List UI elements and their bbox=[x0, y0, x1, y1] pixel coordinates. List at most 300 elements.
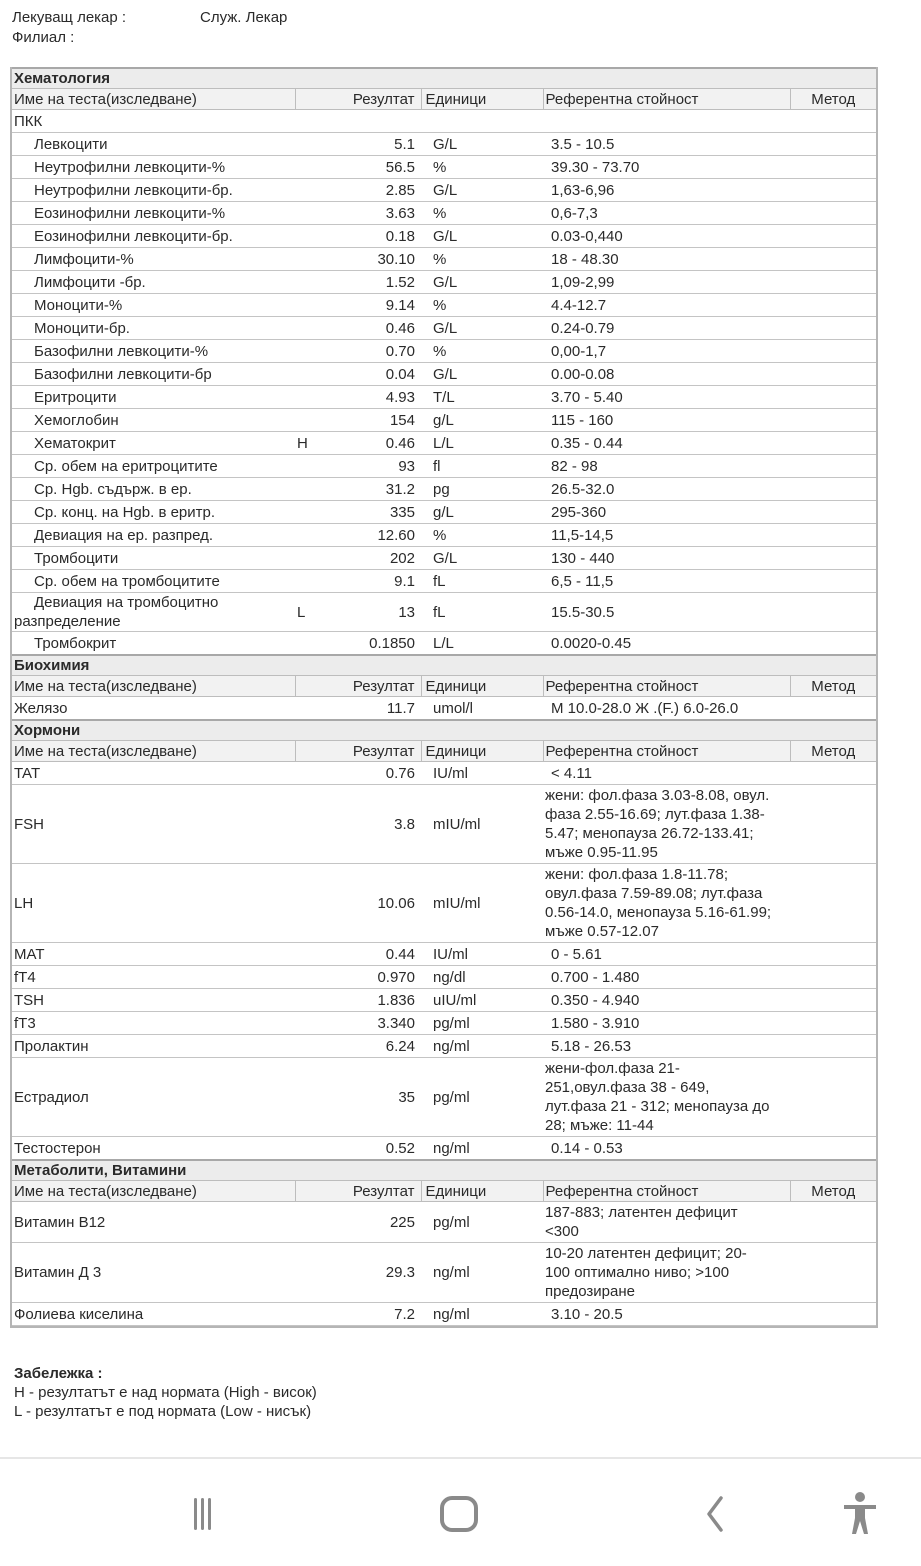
column-header-name: Име на теста(изследване) bbox=[12, 676, 295, 697]
accessibility-button[interactable] bbox=[830, 1489, 890, 1539]
test-name: Ср. обем на тромбоцитите bbox=[12, 570, 295, 593]
method-cell bbox=[790, 202, 876, 225]
result-flag bbox=[295, 271, 343, 294]
result-units: G/L bbox=[421, 547, 543, 570]
result-row bbox=[12, 363, 876, 386]
result-flag bbox=[295, 1012, 343, 1035]
reference-range: 0.24-0.79 bbox=[543, 317, 790, 340]
result-units: ng/ml bbox=[421, 1137, 543, 1161]
section-title: Хематология bbox=[12, 68, 876, 89]
result-value: 0.44 bbox=[343, 943, 421, 966]
result-row bbox=[12, 1303, 876, 1326]
result-value: 10.06 bbox=[343, 864, 421, 943]
result-row bbox=[12, 762, 876, 785]
test-name: Фолиева киселина bbox=[12, 1303, 295, 1326]
test-name: LH bbox=[12, 864, 295, 943]
reference-range: 26.5-32.0 bbox=[543, 478, 790, 501]
result-units: IU/ml bbox=[421, 943, 543, 966]
recent-apps-icon bbox=[182, 1494, 222, 1534]
reference-range: 3.70 - 5.40 bbox=[543, 386, 790, 409]
result-row bbox=[12, 1035, 876, 1058]
method-cell bbox=[790, 156, 876, 179]
section-header-metabolites bbox=[12, 1160, 876, 1181]
column-header-name: Име на теста(изследване) bbox=[12, 1181, 295, 1202]
result-flag bbox=[295, 455, 343, 478]
column-header-reference: Референтна стойност bbox=[543, 89, 790, 110]
column-header-name: Име на теста(изследване) bbox=[12, 741, 295, 762]
column-header-units: Единици bbox=[421, 89, 543, 110]
reference-range: 39.30 - 73.70 bbox=[543, 156, 790, 179]
result-flag bbox=[295, 317, 343, 340]
result-units: fL bbox=[421, 570, 543, 593]
result-row bbox=[12, 248, 876, 271]
result-value: 3.63 bbox=[343, 202, 421, 225]
method-cell bbox=[790, 501, 876, 524]
test-name: Лимфоцити -бр. bbox=[12, 271, 295, 294]
result-units: ng/ml bbox=[421, 1243, 543, 1303]
result-value: 335 bbox=[343, 501, 421, 524]
test-name: Лимфоцити-% bbox=[12, 248, 295, 271]
test-name: Витамин B12 bbox=[12, 1202, 295, 1243]
reference-range: 10-20 латентен дефицит; 20- 100 оптимално ниво; >100 предозиране bbox=[543, 1243, 790, 1303]
result-row bbox=[12, 432, 876, 455]
result-units: pg/ml bbox=[421, 1202, 543, 1243]
method-cell bbox=[790, 1243, 876, 1303]
reference-range: 11,5-14,5 bbox=[543, 524, 790, 547]
test-name: Девиация на тромбоцитно разпределение bbox=[12, 593, 295, 632]
method-cell bbox=[790, 524, 876, 547]
column-header-row bbox=[12, 741, 876, 762]
result-units: % bbox=[421, 202, 543, 225]
method-cell bbox=[790, 179, 876, 202]
method-cell bbox=[790, 478, 876, 501]
reference-range: 1,63-6,96 bbox=[543, 179, 790, 202]
method-cell bbox=[790, 432, 876, 455]
result-row bbox=[12, 966, 876, 989]
reference-range: 15.5-30.5 bbox=[543, 593, 790, 632]
method-cell bbox=[790, 248, 876, 271]
result-flag bbox=[295, 248, 343, 271]
result-flag bbox=[295, 524, 343, 547]
note-line-low: L - резултатът е под нормата (Low - нисък) bbox=[14, 1403, 312, 1420]
method-cell bbox=[790, 943, 876, 966]
result-value: 2.85 bbox=[343, 179, 421, 202]
result-flag bbox=[295, 386, 343, 409]
result-units: % bbox=[421, 340, 543, 363]
section-title: Метаболити, Витамини bbox=[12, 1160, 876, 1181]
column-header-method: Метод bbox=[790, 741, 876, 762]
test-name: TSH bbox=[12, 989, 295, 1012]
reference-range: 18 - 48.30 bbox=[543, 248, 790, 271]
reference-range: 0.00-0.08 bbox=[543, 363, 790, 386]
result-flag bbox=[295, 943, 343, 966]
test-name: Желязо bbox=[12, 697, 295, 721]
result-units: G/L bbox=[421, 363, 543, 386]
result-row bbox=[12, 864, 876, 943]
result-value: 31.2 bbox=[343, 478, 421, 501]
result-value: 3.340 bbox=[343, 1012, 421, 1035]
result-value: 30.10 bbox=[343, 248, 421, 271]
result-value: 0.18 bbox=[343, 225, 421, 248]
reference-range: М 10.0-28.0 Ж .(F.) 6.0-26.0 bbox=[543, 697, 790, 721]
result-units: g/L bbox=[421, 409, 543, 432]
method-cell bbox=[790, 570, 876, 593]
test-name: Еритроцити bbox=[12, 386, 295, 409]
reference-range: 5.18 - 26.53 bbox=[543, 1035, 790, 1058]
column-header-reference: Референтна стойност bbox=[543, 676, 790, 697]
result-units: G/L bbox=[421, 271, 543, 294]
column-header-units: Единици bbox=[421, 741, 543, 762]
test-name: Базофилни левкоцити-% bbox=[12, 340, 295, 363]
method-cell bbox=[790, 271, 876, 294]
result-flag: L bbox=[295, 593, 343, 632]
result-units: fL bbox=[421, 593, 543, 632]
result-row bbox=[12, 570, 876, 593]
result-flag bbox=[295, 1303, 343, 1326]
test-name: Ср. Hgb. съдърж. в ер. bbox=[12, 478, 295, 501]
result-row bbox=[12, 785, 876, 864]
test-name: Еозинофилни левкоцити-бр. bbox=[12, 225, 295, 248]
reference-range: 3.5 - 10.5 bbox=[543, 133, 790, 156]
results-table bbox=[10, 67, 878, 1328]
result-units: IU/ml bbox=[421, 762, 543, 785]
result-units: G/L bbox=[421, 317, 543, 340]
result-value: 4.93 bbox=[343, 386, 421, 409]
result-units: % bbox=[421, 156, 543, 179]
column-header-units: Единици bbox=[421, 676, 543, 697]
result-row bbox=[12, 133, 876, 156]
report-header bbox=[12, 8, 287, 48]
result-units: G/L bbox=[421, 133, 543, 156]
result-flag bbox=[295, 762, 343, 785]
back-button[interactable] bbox=[686, 1489, 746, 1539]
result-row bbox=[12, 271, 876, 294]
back-icon bbox=[696, 1494, 736, 1534]
test-name: fT3 bbox=[12, 1012, 295, 1035]
result-row bbox=[12, 697, 876, 721]
test-name: Ср. обем на еритроцитите bbox=[12, 455, 295, 478]
result-flag bbox=[295, 570, 343, 593]
reference-range: 0,6-7,3 bbox=[543, 202, 790, 225]
result-flag bbox=[295, 1035, 343, 1058]
reference-range: 0.350 - 4.940 bbox=[543, 989, 790, 1012]
result-row bbox=[12, 989, 876, 1012]
test-name: Хемоглобин bbox=[12, 409, 295, 432]
reference-range: 187-883; латентен дефицит <300 bbox=[543, 1202, 790, 1243]
branch-label: Филиал : bbox=[12, 29, 75, 46]
result-row bbox=[12, 225, 876, 248]
group-row bbox=[12, 110, 876, 133]
result-flag bbox=[295, 363, 343, 386]
test-name: FSH bbox=[12, 785, 295, 864]
android-navigation-bar bbox=[0, 1457, 921, 1566]
result-value: 202 bbox=[343, 547, 421, 570]
method-cell bbox=[790, 317, 876, 340]
result-value: 0.46 bbox=[343, 317, 421, 340]
result-row bbox=[12, 156, 876, 179]
reference-range: 1,09-2,99 bbox=[543, 271, 790, 294]
result-row bbox=[12, 501, 876, 524]
result-value: 93 bbox=[343, 455, 421, 478]
result-units: L/L bbox=[421, 432, 543, 455]
result-value: 13 bbox=[343, 593, 421, 632]
section-title: Хормони bbox=[12, 720, 876, 741]
note-line-high: H - резултатът е над нормата (High - висок) bbox=[14, 1384, 317, 1401]
section-header-biochemistry bbox=[12, 655, 876, 676]
result-flag bbox=[295, 966, 343, 989]
result-units: mIU/ml bbox=[421, 864, 543, 943]
reference-range: жени: фол.фаза 1.8-11.78; овул.фаза 7.59-89.08; лут.фаза 0.56-14.0, менопауза 5.16-61.99; мъже 0.57-12.07 bbox=[543, 864, 790, 943]
method-cell bbox=[790, 593, 876, 632]
reference-range: 115 - 160 bbox=[543, 409, 790, 432]
method-cell bbox=[790, 1012, 876, 1035]
test-name: Тромбоцити bbox=[12, 547, 295, 570]
method-cell bbox=[790, 785, 876, 864]
result-flag bbox=[295, 501, 343, 524]
result-flag bbox=[295, 697, 343, 721]
reference-range: 3.10 - 20.5 bbox=[543, 1303, 790, 1326]
test-name: Левкоцити bbox=[12, 133, 295, 156]
result-flag bbox=[295, 202, 343, 225]
column-header-result: Резултат bbox=[295, 741, 421, 762]
result-row bbox=[12, 1202, 876, 1243]
method-cell bbox=[790, 632, 876, 656]
result-units: umol/l bbox=[421, 697, 543, 721]
method-cell bbox=[790, 1035, 876, 1058]
test-name: Моноцити-% bbox=[12, 294, 295, 317]
result-flag bbox=[295, 547, 343, 570]
result-row bbox=[12, 409, 876, 432]
result-row bbox=[12, 593, 876, 632]
result-row bbox=[12, 179, 876, 202]
result-value: 0.970 bbox=[343, 966, 421, 989]
method-cell bbox=[790, 762, 876, 785]
column-header-name: Име на теста(изследване) bbox=[12, 89, 295, 110]
result-row bbox=[12, 294, 876, 317]
result-units: % bbox=[421, 294, 543, 317]
result-row bbox=[12, 1012, 876, 1035]
reference-range: 0,00-1,7 bbox=[543, 340, 790, 363]
result-flag bbox=[295, 409, 343, 432]
reference-range: 0.03-0,440 bbox=[543, 225, 790, 248]
column-header-reference: Референтна стойност bbox=[543, 741, 790, 762]
method-cell bbox=[790, 225, 876, 248]
result-flag bbox=[295, 156, 343, 179]
result-value: 29.3 bbox=[343, 1243, 421, 1303]
result-value: 0.46 bbox=[343, 432, 421, 455]
result-units: pg bbox=[421, 478, 543, 501]
result-flag bbox=[295, 133, 343, 156]
section-title: Биохимия bbox=[12, 655, 876, 676]
column-header-reference: Референтна стойност bbox=[543, 1181, 790, 1202]
result-value: 6.24 bbox=[343, 1035, 421, 1058]
result-flag bbox=[295, 225, 343, 248]
result-value: 225 bbox=[343, 1202, 421, 1243]
column-header-row bbox=[12, 89, 876, 110]
result-value: 0.70 bbox=[343, 340, 421, 363]
test-name: Девиация на ер. разпред. bbox=[12, 524, 295, 547]
reference-range: 0.0020-0.45 bbox=[543, 632, 790, 656]
test-name: Неутрофилни левкоцити-бр. bbox=[12, 179, 295, 202]
result-units: % bbox=[421, 248, 543, 271]
method-cell bbox=[790, 363, 876, 386]
result-row bbox=[12, 202, 876, 225]
method-cell bbox=[790, 1137, 876, 1161]
result-flag: H bbox=[295, 432, 343, 455]
reference-range: 295-360 bbox=[543, 501, 790, 524]
reference-range: 0.35 - 0.44 bbox=[543, 432, 790, 455]
result-value: 9.14 bbox=[343, 294, 421, 317]
result-row bbox=[12, 1137, 876, 1161]
result-row bbox=[12, 455, 876, 478]
home-icon bbox=[439, 1494, 479, 1534]
result-units: % bbox=[421, 524, 543, 547]
result-value: 0.04 bbox=[343, 363, 421, 386]
doctor-value: Служ. Лекар bbox=[200, 9, 288, 26]
method-cell bbox=[790, 864, 876, 943]
method-cell bbox=[790, 340, 876, 363]
result-flag bbox=[295, 478, 343, 501]
result-row bbox=[12, 524, 876, 547]
result-row bbox=[12, 632, 876, 656]
method-cell bbox=[790, 455, 876, 478]
result-value: 9.1 bbox=[343, 570, 421, 593]
column-header-result: Резултат bbox=[295, 89, 421, 110]
result-flag bbox=[295, 1243, 343, 1303]
reference-range: 130 - 440 bbox=[543, 547, 790, 570]
test-name: Хематокрит bbox=[12, 432, 295, 455]
reference-range: 82 - 98 bbox=[543, 455, 790, 478]
result-value: 0.76 bbox=[343, 762, 421, 785]
column-header-units: Единици bbox=[421, 1181, 543, 1202]
result-units: ng/ml bbox=[421, 1035, 543, 1058]
result-units: uIU/ml bbox=[421, 989, 543, 1012]
result-flag bbox=[295, 785, 343, 864]
result-row bbox=[12, 1243, 876, 1303]
result-units: ng/dl bbox=[421, 966, 543, 989]
result-value: 35 bbox=[343, 1058, 421, 1137]
method-cell bbox=[790, 294, 876, 317]
test-name: MAT bbox=[12, 943, 295, 966]
test-name: Витамин Д 3 bbox=[12, 1243, 295, 1303]
result-units: pg/ml bbox=[421, 1058, 543, 1137]
section-header-hormones bbox=[12, 720, 876, 741]
result-value: 12.60 bbox=[343, 524, 421, 547]
result-units: G/L bbox=[421, 179, 543, 202]
legend-note bbox=[14, 1364, 317, 1421]
column-header-result: Резултат bbox=[295, 676, 421, 697]
column-header-row bbox=[12, 676, 876, 697]
result-units: T/L bbox=[421, 386, 543, 409]
result-flag bbox=[295, 1058, 343, 1137]
result-units: L/L bbox=[421, 632, 543, 656]
reference-range: 6,5 - 11,5 bbox=[543, 570, 790, 593]
reference-range: жени: фол.фаза 3.03-8.08, овул. фаза 2.55-16.69; лут.фаза 1.38- 5.47; менопауза 26.72-133.41; мъже 0.95-11.95 bbox=[543, 785, 790, 864]
method-cell bbox=[790, 409, 876, 432]
result-flag bbox=[295, 1202, 343, 1243]
result-row bbox=[12, 943, 876, 966]
method-cell bbox=[790, 697, 876, 721]
result-row bbox=[12, 547, 876, 570]
reference-range: < 4.11 bbox=[543, 762, 790, 785]
test-name: Базофилни левкоцити-бр bbox=[12, 363, 295, 386]
method-cell bbox=[790, 547, 876, 570]
group-title: ПКК bbox=[12, 110, 876, 133]
result-flag bbox=[295, 989, 343, 1012]
method-cell bbox=[790, 1058, 876, 1137]
section-header-hematology bbox=[12, 68, 876, 89]
test-name: Неутрофилни левкоцити-% bbox=[12, 156, 295, 179]
result-flag bbox=[295, 632, 343, 656]
method-cell bbox=[790, 1303, 876, 1326]
result-row bbox=[12, 1058, 876, 1137]
reference-range: 0.700 - 1.480 bbox=[543, 966, 790, 989]
home-button[interactable] bbox=[429, 1489, 489, 1539]
method-cell bbox=[790, 133, 876, 156]
result-value: 56.5 bbox=[343, 156, 421, 179]
note-title: Забележка : bbox=[14, 1365, 103, 1382]
reference-range: 4.4-12.7 bbox=[543, 294, 790, 317]
test-name: Еозинофилни левкоцити-% bbox=[12, 202, 295, 225]
result-value: 0.1850 bbox=[343, 632, 421, 656]
result-value: 1.836 bbox=[343, 989, 421, 1012]
test-name: Ср. конц. на Hgb. в еритр. bbox=[12, 501, 295, 524]
column-header-method: Метод bbox=[790, 89, 876, 110]
result-row bbox=[12, 317, 876, 340]
result-flag bbox=[295, 179, 343, 202]
result-row bbox=[12, 340, 876, 363]
result-value: 1.52 bbox=[343, 271, 421, 294]
method-cell bbox=[790, 1202, 876, 1243]
result-units: mIU/ml bbox=[421, 785, 543, 864]
result-units: fl bbox=[421, 455, 543, 478]
result-value: 11.7 bbox=[343, 697, 421, 721]
test-name: fT4 bbox=[12, 966, 295, 989]
reference-range: 0.14 - 0.53 bbox=[543, 1137, 790, 1161]
result-flag bbox=[295, 294, 343, 317]
result-units: G/L bbox=[421, 225, 543, 248]
reference-range: жени-фол.фаза 21- 251,овул.фаза 38 - 649, лут.фаза 21 - 312; менопауза до 28; мъже: 11-44 bbox=[543, 1058, 790, 1137]
result-row bbox=[12, 386, 876, 409]
result-value: 7.2 bbox=[343, 1303, 421, 1326]
result-row bbox=[12, 478, 876, 501]
result-units: pg/ml bbox=[421, 1012, 543, 1035]
method-cell bbox=[790, 966, 876, 989]
result-value: 154 bbox=[343, 409, 421, 432]
result-flag bbox=[295, 864, 343, 943]
test-name: Тестостерон bbox=[12, 1137, 295, 1161]
result-flag bbox=[295, 1137, 343, 1161]
column-header-row bbox=[12, 1181, 876, 1202]
result-value: 5.1 bbox=[343, 133, 421, 156]
test-name: Тромбокрит bbox=[12, 632, 295, 656]
doctor-label: Лекуващ лекар : bbox=[12, 9, 127, 26]
column-header-method: Метод bbox=[790, 676, 876, 697]
test-name: Моноцити-бр. bbox=[12, 317, 295, 340]
reference-range: 0 - 5.61 bbox=[543, 943, 790, 966]
column-header-result: Резултат bbox=[295, 1181, 421, 1202]
column-header-method: Метод bbox=[790, 1181, 876, 1202]
result-units: g/L bbox=[421, 501, 543, 524]
method-cell bbox=[790, 386, 876, 409]
test-name: Пролактин bbox=[12, 1035, 295, 1058]
result-flag bbox=[295, 340, 343, 363]
test-name: Естрадиол bbox=[12, 1058, 295, 1137]
result-units: ng/ml bbox=[421, 1303, 543, 1326]
recent-apps-button[interactable] bbox=[172, 1489, 232, 1539]
accessibility-icon bbox=[840, 1491, 880, 1537]
result-value: 3.8 bbox=[343, 785, 421, 864]
